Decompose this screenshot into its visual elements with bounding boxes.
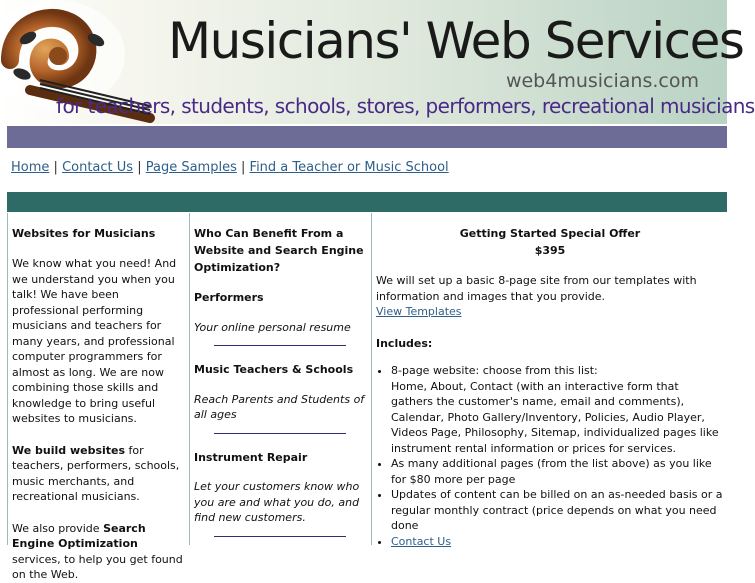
view-templates-link[interactable]: View Templates [376,305,462,318]
nav-contact-link[interactable]: Contact Us [62,160,134,175]
group-desc-repair: Let your customers know who you are and what you do, and find new customers. [194,480,360,524]
group-title-performers: Performers [194,291,264,304]
group-title-repair: Instrument Repair [194,450,308,464]
paragraph-text: We also provide [12,521,104,535]
paragraph-text: services, to help you get found on the Web. [12,552,183,581]
offer-intro: We will set up a basic 8-page site from our templates with information and images that you provide. [376,274,697,303]
offer-title: Getting Started Special Offer [459,227,641,240]
nav-separator: | [53,160,58,175]
offer-price: $395 [534,244,566,257]
top-navigation [11,160,449,175]
nav-home-link[interactable]: Home [11,160,50,175]
column-special-offer [372,213,728,548]
site-title: Musicians' Web Services [168,12,744,70]
section-divider [214,536,346,537]
nav-separator: | [137,160,142,175]
seo-paragraph [12,521,185,583]
includes-list [376,363,724,549]
list-item-detail: Home, About, Contact (with an interactive form that gathers the customer's name, email and comments), Calendar, Photo Gallery/Inventory, Policies, Audio Player, Videos Page, Philosophy, Sitemap, individualized pages like instrument rental information or prices for services. [391,379,719,455]
list-item: • As many additional pages (from the list above) as you like for $80 more per page [391,456,724,487]
nav-page-samples-link[interactable]: Page Samples [145,160,237,175]
column-who-benefits [190,213,372,545]
includes-label: Includes: [376,336,433,350]
paragraph-text: for teachers, performers, schools, music merchants, and recreational musicians. [12,443,180,503]
contact-us-link[interactable]: Contact Us [391,534,452,548]
site-tagline: for teachers, students, schools, stores, performers, recreational musicians [56,94,755,118]
build-paragraph [12,443,185,505]
content-columns [7,213,728,581]
nav-separator: | [241,160,246,175]
intro-paragraph: We know what you need! And we understand you when you talk! We have been professional performing musicians and teachers for many years, and professional computer programmers for almost as long. We are now combining those skills and knowledge to bring useful websites to musicians. [12,257,177,425]
group-title-teachers: Music Teachers & Schools [194,363,354,376]
teal-divider-bar [7,192,727,212]
group-desc-teachers: Reach Parents and Students of all ages [194,392,365,421]
section-divider [214,433,346,434]
column-heading: Who Can Benefit From a Website and Search Engine Optimization? [194,227,364,274]
list-item [391,534,724,550]
view-templates-wrap [376,304,724,320]
site-domain: web4musicians.com [505,70,699,92]
bold-text: We build websites [12,443,126,457]
offer-header [376,225,724,259]
column-websites [8,213,190,581]
section-divider [214,345,346,346]
list-item: • Updates of content can be billed on an as-needed basis or a regular monthly contract (price depends on what you need done [391,487,724,534]
purple-divider-bar [7,126,727,148]
list-item [391,363,724,456]
group-desc-performers: Your online personal resume [194,320,351,334]
header-banner [0,0,755,124]
list-item-text: 8-page website: choose from this list: [391,364,598,377]
column-heading: Websites for Musicians [12,227,156,240]
bold-text: Search Engine Optimization [12,521,146,550]
nav-find-teacher-link[interactable]: Find a Teacher or Music School [249,160,449,175]
